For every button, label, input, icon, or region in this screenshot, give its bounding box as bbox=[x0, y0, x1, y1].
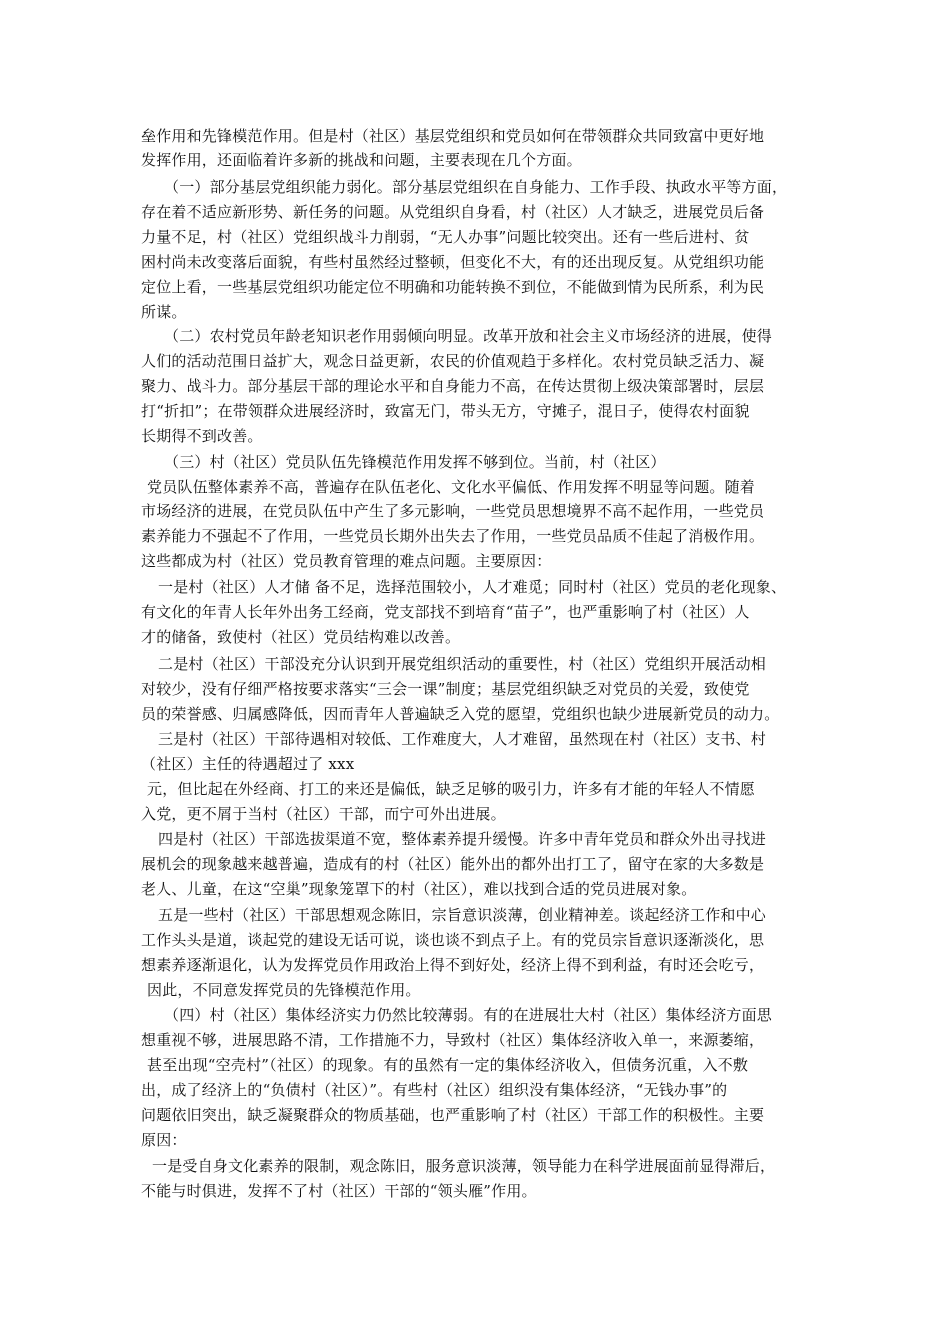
text-line: （二）农村党员年龄老知识老作用弱倾向明显。改革开放和社会主义市场经济的进展，使得 bbox=[164, 327, 773, 345]
text-line: 这些都成为村（社区）党员教育管理的难点问题。主要原因： bbox=[141, 552, 552, 570]
text-line: （社区）主任的待遇超过了 xxx bbox=[141, 755, 355, 773]
text-line: 工作头头是道，谈起党的建设无话可说，谈也谈不到点子上。有的党员宗旨意识逐渐淡化，思 bbox=[141, 931, 765, 949]
text-line: 一是村（社区）人才储 备不足，选择范围较小，人才难觅；同时村（社区）党员的老化现象、 bbox=[158, 578, 787, 596]
text-line: 不能与时俱进，发挥不了村（社区）干部的“领头雁”作用。 bbox=[141, 1182, 537, 1200]
text-line: 党员队伍整体素养不高，普遍存在队伍老化、文化水平偏低、作用发挥不明显等问题。随着 bbox=[147, 478, 756, 496]
text-line: 一是受自身文化素养的限制，观念陈旧，服务意识淡薄，领导能力在科学进展面前显得滞后， bbox=[152, 1157, 776, 1175]
text-line: 甚至出现“空壳村”（社区）的现象。有的虽然有一定的集体经济收入，但债务沉重，入不敷 bbox=[147, 1056, 749, 1074]
text-line: 长期得不到改善。 bbox=[141, 427, 263, 445]
text-line: 展机会的现象越来越普遍，造成有的村（社区）能外出的都外出打工了，留守在家的大多数是 bbox=[141, 855, 765, 873]
text-line: 垒作用和先锋模范作用。但是村（社区）基层党组织和党员如何在带领群众共同致富中更好地 bbox=[141, 127, 765, 145]
text-line: 想重视不够，进展思路不清，工作措施不力，导致村（社区）集体经济收入单一，来源萎缩， bbox=[141, 1031, 765, 1049]
text-line: 市场经济的进展，在党员队伍中产生了多元影响，一些党员思想境界不高不起作用，一些党员 bbox=[141, 502, 765, 520]
text-line: 入党，更不屑于当村（社区）干部，而宁可外出进展。 bbox=[141, 805, 506, 823]
text-line: 问题依旧突出，缺乏凝聚群众的物质基础，也严重影响了村（社区）干部工作的积极性。主要 bbox=[141, 1106, 765, 1124]
text-line: 原因： bbox=[141, 1131, 187, 1149]
text-line: （三）村（社区）党员队伍先锋模范作用发挥不够到位。当前，村（社区） bbox=[164, 453, 666, 471]
text-line: 元，但比起在外经商、打工的来还是偏低，缺乏足够的吸引力，许多有才能的年轻人不情愿 bbox=[147, 780, 756, 798]
text-line: 力量不足，村（社区）党组织战斗力削弱，“无人办事”问题比较突出。还有一些后进村、贫 bbox=[141, 228, 750, 246]
text-line: 发挥作用，还面临着许多新的挑战和问题，主要表现在几个方面。 bbox=[141, 151, 582, 169]
text-line: 因此，不同意发挥党员的先锋模范作用。 bbox=[147, 981, 421, 999]
text-line: 人们的活动范围日益扩大，观念日益更新，农民的价值观趋于多样化。农村党员缺乏活力、凝 bbox=[141, 352, 765, 370]
text-line: 出，成了经济上的“负债村（社区）”。有些村（社区）组织没有集体经济，“无钱办事”的 bbox=[141, 1081, 728, 1099]
text-line: 所谋。 bbox=[141, 303, 187, 321]
text-line: 聚力、战斗力。部分基层干部的理论水平和自身能力不高，在传达贯彻上级决策部署时，层层 bbox=[141, 377, 765, 395]
text-line: 打“折扣”；在带领群众进展经济时，致富无门，带头无方，守摊子，混日子，使得农村面貌 bbox=[141, 402, 750, 420]
text-line: 四是村（社区）干部选拔渠道不宽，整体素养提升缓慢。许多中青年党员和群众外出寻找进 bbox=[158, 830, 767, 848]
text-line: 三是村（社区）干部待遇相对较低、工作难度大，人才难留，虽然现在村（社区）支书、村 bbox=[158, 730, 767, 748]
text-line: 员的荣誉感、归属感降低，因而青年人普遍缺乏入党的愿望，党组织也缺少进展新党员的动力。 bbox=[141, 705, 780, 723]
text-line: 有文化的年青人长年外出务工经商，党支部找不到培育“苗子”，也严重影响了村（社区）人 bbox=[141, 603, 750, 621]
text-line: 定位上看，一些基层党组织功能定位不明确和功能转换不到位，不能做到情为民所系，利为民 bbox=[141, 278, 765, 296]
text-line: 想素养逐渐退化，认为发挥党员作用政治上得不到好处，经济上得不到利益，有时还会吃亏， bbox=[141, 956, 765, 974]
text-line: 对较少，没有仔细严格按要求落实“三会一课”制度；基层党组织缺乏对党员的关爱，致使党 bbox=[141, 680, 750, 698]
text-line: 存在着不适应新形势、新任务的问题。从党组织自身看，村（社区）人才缺乏，进展党员后备 bbox=[141, 203, 765, 221]
text-line: （四）村（社区）集体经济实力仍然比较薄弱。有的在进展壮大村（社区）集体经济方面思 bbox=[164, 1006, 773, 1024]
text-line: 五是一些村（社区）干部思想观念陈旧，宗旨意识淡薄，创业精神差。谈起经济工作和中心 bbox=[158, 906, 767, 924]
text-line: 困村尚未改变落后面貌，有些村虽然经过整顿，但变化不大，有的还出现反复。从党组织功能 bbox=[141, 253, 765, 271]
text-line: 二是村（社区）干部没充分认识到开展党组织活动的重要性，村（社区）党组织开展活动相 bbox=[158, 655, 767, 673]
text-line: 老人、儿童，在这“空巢”现象笼罩下的村（社区），难以找到合适的党员进展对象。 bbox=[141, 880, 697, 898]
text-line: 才的储备，致使村（社区）党员结构难以改善。 bbox=[141, 628, 461, 646]
text-line: 素养能力不强起不了作用，一些党员长期外出失去了作用，一些党员品质不佳起了消极作用。 bbox=[141, 527, 765, 545]
text-line: （一）部分基层党组织能力弱化。部分基层党组织在自身能力、工作手段、执政水平等方面， bbox=[164, 178, 788, 196]
